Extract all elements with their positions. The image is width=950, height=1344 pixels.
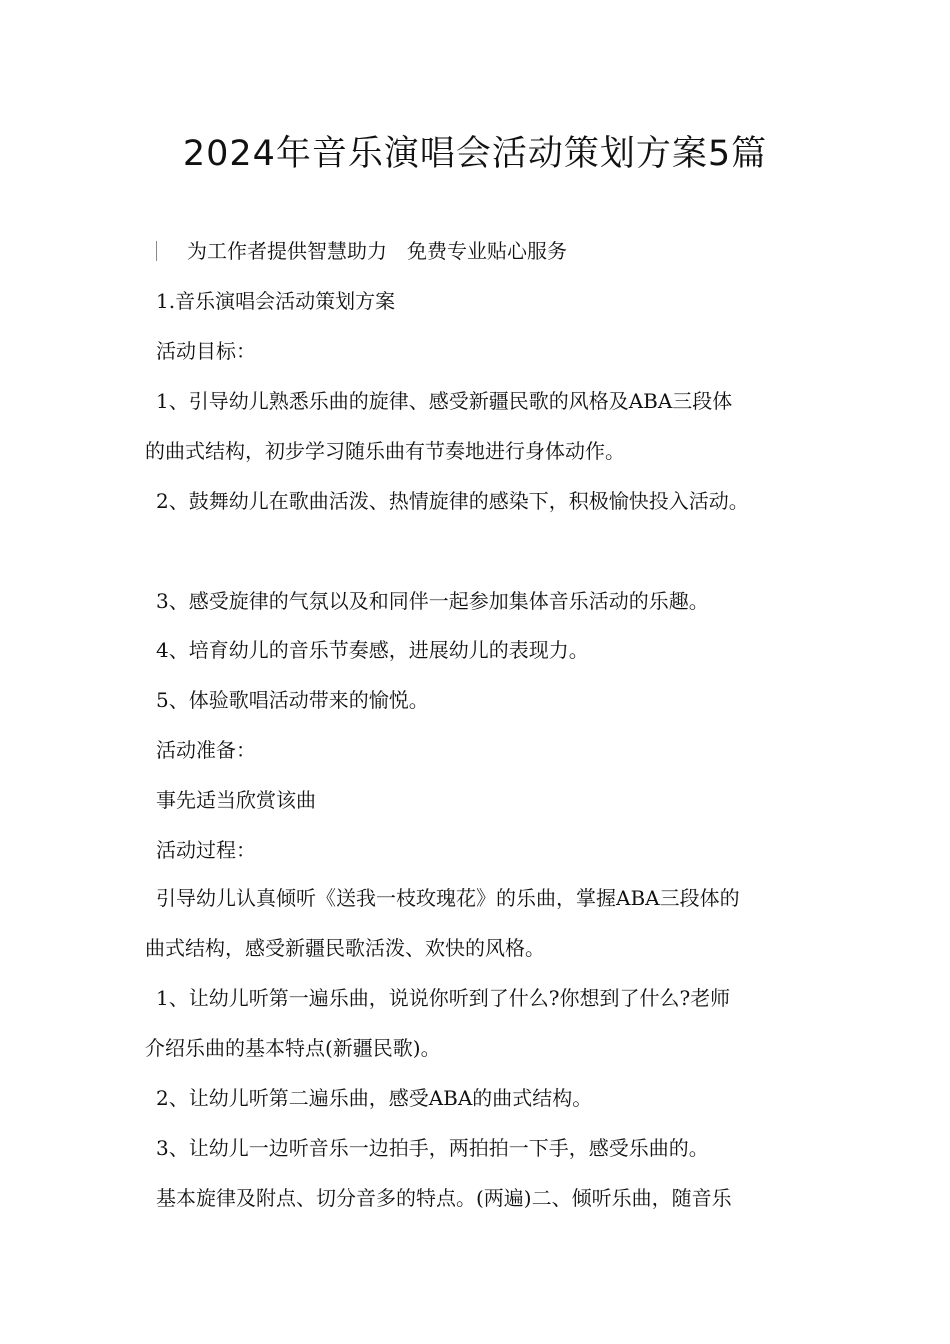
paragraph-line: 3、让幼儿一边听音乐一边拍手，两拍拍一下手，感受乐曲的。: [156, 1136, 709, 1160]
paragraph-line: 基本旋律及附点、切分音多的特点。(两遍)二、倾听乐曲，随音乐: [156, 1186, 732, 1210]
slogan-text: 为工作者提供智慧助力 免费专业贴心服务: [187, 239, 567, 263]
subheading: 活动目标：: [156, 339, 256, 363]
section-heading: 1.音乐演唱会活动策划方案: [156, 289, 396, 313]
paragraph-line: 2、让幼儿听第二遍乐曲，感受ABA的曲式结构。: [156, 1086, 593, 1110]
paragraph-line: 1、引导幼儿熟悉乐曲的旋律、感受新疆民歌的风格及ABA三段体: [156, 389, 733, 413]
paragraph-line: 引导幼儿认真倾听《送我一枝玫瑰花》的乐曲，掌握ABA三段体的: [156, 886, 740, 910]
paragraph-line: 曲式结构，感受新疆民歌活泼、欢快的风格。: [145, 936, 545, 960]
separator-bar: [156, 241, 157, 261]
paragraph-line: 5、体验歌唱活动带来的愉悦。: [156, 688, 429, 712]
paragraph-line: 4、培育幼儿的音乐节奏感，进展幼儿的表现力。: [156, 638, 589, 662]
subheading: 活动过程：: [156, 838, 256, 862]
paragraph-line: 2、鼓舞幼儿在歌曲活泼、热情旋律的感染下，积极愉快投入活动。: [156, 489, 749, 513]
subheading: 活动准备：: [156, 738, 256, 762]
paragraph-line: 1、让幼儿听第一遍乐曲，说说你听到了什么?你想到了什么?老师: [156, 986, 731, 1010]
document-title: 2024年音乐演唱会活动策划方案5篇: [182, 134, 768, 174]
paragraph-line: 的曲式结构，初步学习随乐曲有节奏地进行身体动作。: [145, 439, 625, 463]
slogan-line: [156, 236, 836, 266]
paragraph-line: 3、感受旋律的气氛以及和同伴一起参加集体音乐活动的乐趣。: [156, 589, 709, 613]
paragraph-line: 事先适当欣赏该曲: [156, 788, 316, 812]
paragraph-line: 介绍乐曲的基本特点(新疆民歌)。: [145, 1036, 441, 1060]
